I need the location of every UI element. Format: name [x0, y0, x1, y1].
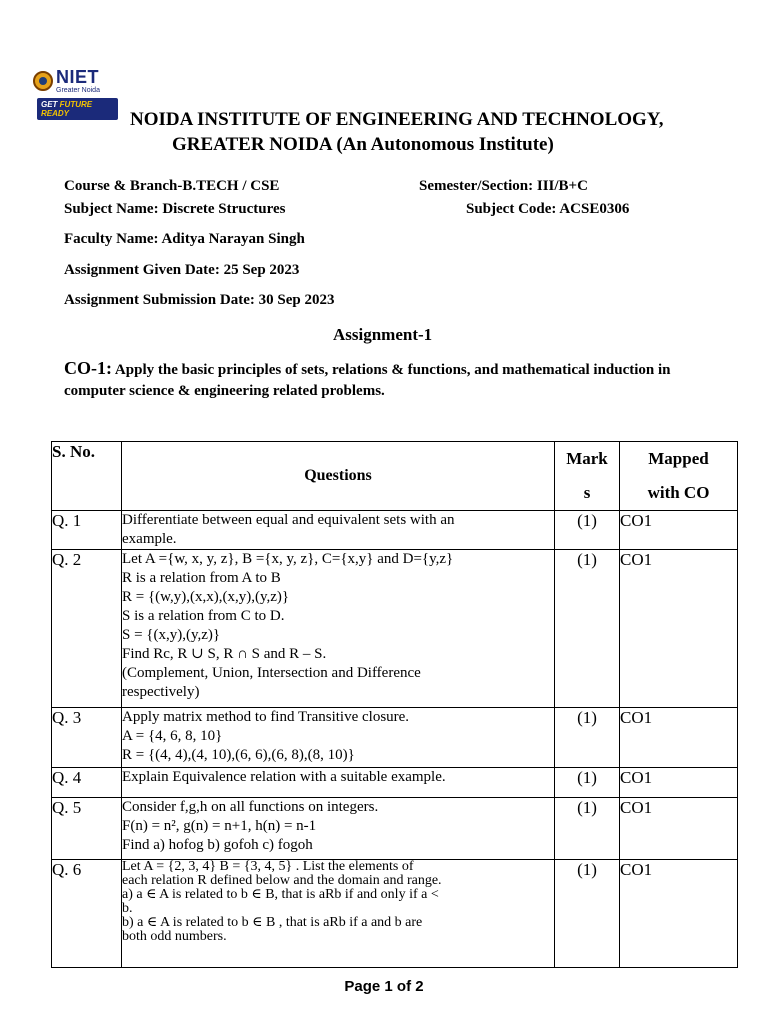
header-mapped-co: Mapped with CO [620, 442, 738, 511]
assignment-title: Assignment-1 [333, 325, 433, 344]
semester-section: Semester/Section: III/B+C [419, 178, 588, 194]
question-marks: (1) [555, 511, 620, 550]
question-text: Apply matrix method to find Transitive closure. A = {4, 6, 8, 10} R = {(4, 4),(4, 10),(6, 6),(6, 8),(8, 10)} [122, 708, 555, 768]
table-row [52, 708, 738, 768]
institute-name-line1: NOIDA INSTITUTE OF ENGINEERING AND TECHNOLOGY, [130, 109, 664, 130]
question-co: CO1 [620, 550, 738, 708]
table-row [52, 798, 738, 860]
subject-name: Subject Name: Discrete Structures [64, 201, 286, 217]
seal-icon [33, 71, 53, 91]
question-co: CO1 [620, 708, 738, 768]
logo-tagline: GET FUTURE READY [37, 98, 118, 120]
table-row [52, 550, 738, 708]
table-header-row [52, 442, 738, 511]
logo-subtitle: Greater Noida [56, 87, 100, 94]
assignment-submission-date: Assignment Submission Date: 30 Sep 2023 [64, 292, 335, 308]
table-row [52, 511, 738, 550]
question-number: Q. 3 [52, 708, 122, 768]
course-outcome [64, 358, 724, 402]
question-number: Q. 2 [52, 550, 122, 708]
assignment-given-date: Assignment Given Date: 25 Sep 2023 [64, 262, 300, 278]
question-number: Q. 4 [52, 768, 122, 798]
question-co: CO1 [620, 511, 738, 550]
question-text: Let A ={w, x, y, z}, B ={x, y, z}, C={x,y} and D={y,z} R is a relation from A to B R = {(w,y),(x,x),(x,y),(y,z)} S is a relation from C to D. S = {(x,y),(y,z)} Find Rc, R ∪ S, R ∩ S and R – S. (Complement, Union, Intersection and Difference respectively) [122, 550, 555, 708]
question-text: Explain Equivalence relation with a suitable example. [122, 768, 555, 798]
course-branch: Course & Branch-B.TECH / CSE [64, 178, 280, 194]
page-number: Page 1 of 2 [344, 978, 424, 995]
header-questions: Questions [122, 442, 555, 511]
question-marks: (1) [555, 550, 620, 708]
table-row [52, 860, 738, 968]
question-marks: (1) [555, 768, 620, 798]
subject-code: Subject Code: ACSE0306 [466, 201, 630, 217]
header-marks: Mark s [555, 442, 620, 511]
question-marks: (1) [555, 860, 620, 968]
question-co: CO1 [620, 860, 738, 968]
header-sno: S. No. [52, 442, 122, 511]
question-number: Q. 5 [52, 798, 122, 860]
faculty-name: Faculty Name: Aditya Narayan Singh [64, 231, 305, 247]
question-number: Q. 1 [52, 511, 122, 550]
question-text: Let A = {2, 3, 4} B = {3, 4, 5} . List the elements of each relation R defined below and the domain and range. a) a ∈ A is related to b ∈ B, that is aRb if and only if a < b. b) a ∈ A is related to b ∈ B , that is aRb if a and b are both odd numbers. [122, 860, 555, 968]
logo-name: NIET [56, 67, 100, 87]
question-number: Q. 6 [52, 860, 122, 968]
institute-name-line2: GREATER NOIDA (An Autonomous Institute) [172, 134, 554, 155]
question-co: CO1 [620, 768, 738, 798]
question-marks: (1) [555, 798, 620, 860]
question-marks: (1) [555, 708, 620, 768]
course-outcome-label: CO-1: [64, 358, 112, 378]
course-outcome-text: Apply the basic principles of sets, relations & functions, and mathematical induction in computer science & engineering related problems. [64, 362, 671, 399]
question-text: Consider f,g,h on all functions on integers. F(n) = n², g(n) = n+1, h(n) = n-1 Find a) hofog b) gofoh c) fogoh [122, 798, 555, 860]
institute-logo [33, 68, 118, 120]
table-row [52, 768, 738, 798]
question-co: CO1 [620, 798, 738, 860]
question-text: Differentiate between equal and equivalent sets with an example. [122, 511, 555, 550]
questions-table [51, 441, 738, 968]
